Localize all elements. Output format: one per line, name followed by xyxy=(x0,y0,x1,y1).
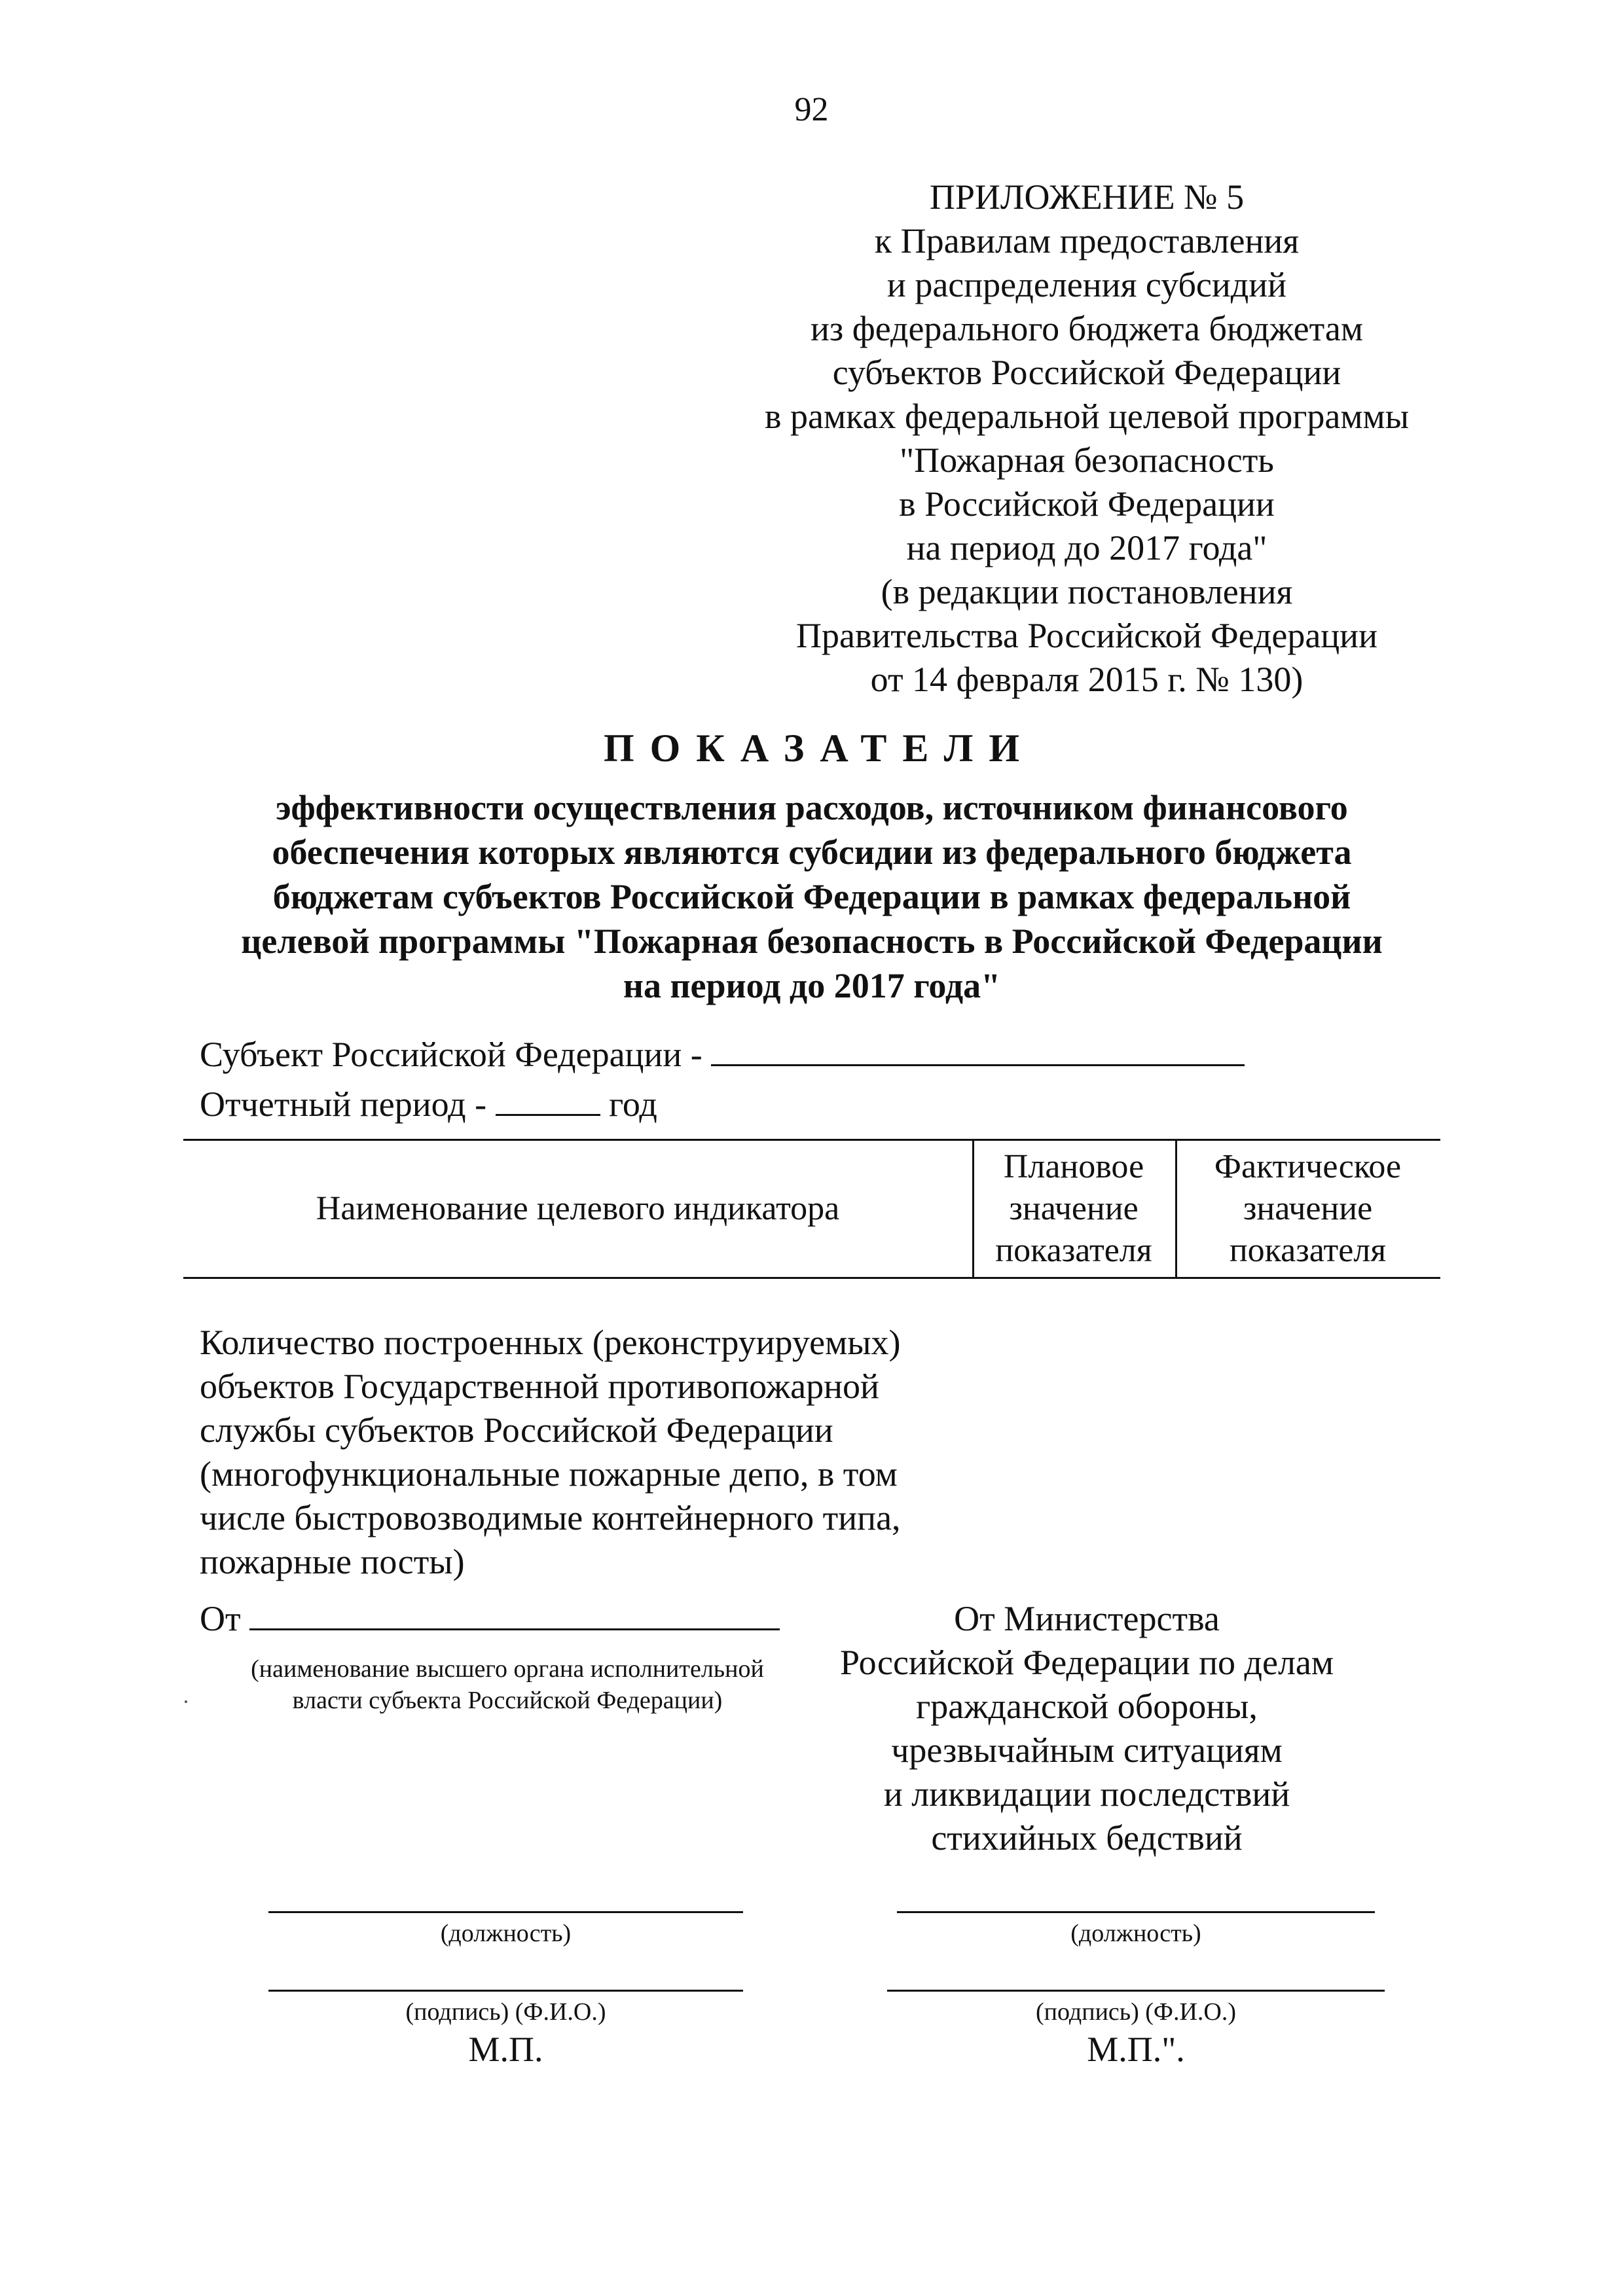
annex-line: от 14 февраля 2015 г. № 130) xyxy=(870,660,1304,699)
indicator-line: службы субъектов Российской Федерации xyxy=(200,1410,833,1450)
left-stamp: М.П. xyxy=(468,2030,543,2069)
annex-line: субъектов Российской Федерации xyxy=(832,353,1341,392)
left-signature-block xyxy=(200,1597,780,1640)
subject-field xyxy=(200,1033,1245,1076)
ministry-line: стихийных бедствий xyxy=(931,1818,1243,1857)
authority-blank[interactable] xyxy=(249,1597,780,1630)
indicator-line: объектов Государственной противопожарной xyxy=(200,1367,879,1406)
document-subtitle xyxy=(131,785,1493,1008)
period-blank[interactable] xyxy=(496,1083,600,1116)
left-signature-caption: (подпись) (Ф.И.О.) xyxy=(405,1998,606,2026)
indicator-line: Количество построенных (реконструируемых) xyxy=(200,1323,901,1362)
indicator-row xyxy=(200,1321,901,1584)
right-position-line[interactable] xyxy=(897,1911,1375,1913)
left-signature-line[interactable] xyxy=(268,1990,743,1992)
table-header-fact: Фактическое значение показателя xyxy=(1214,1148,1402,1269)
from-label: От xyxy=(200,1599,241,1638)
indicator-line: (многофункциональные пожарные депо, в том xyxy=(200,1454,898,1494)
annex-header xyxy=(681,175,1493,702)
subtitle-line: эффективности осуществления расходов, источником финансового xyxy=(276,788,1348,827)
subtitle-line: бюджетам субъектов Российской Федерации в рамках федеральной xyxy=(272,877,1351,916)
authority-caption: (наименование высшего органа исполнительной власти субъекта Российской Федерации) xyxy=(251,1655,764,1714)
scan-dot xyxy=(185,1700,187,1703)
period-suffix: год xyxy=(609,1085,657,1124)
left-position-line[interactable] xyxy=(268,1911,743,1913)
period-field xyxy=(200,1083,657,1126)
annex-line: на период до 2017 года" xyxy=(906,528,1267,567)
annex-line: в Российской Федерации xyxy=(899,484,1275,524)
subject-label: Субъект Российской Федерации - xyxy=(200,1035,702,1074)
annex-line: к Правилам предоставления xyxy=(874,221,1300,260)
annex-line: ПРИЛОЖЕНИЕ № 5 xyxy=(929,177,1245,217)
right-stamp: М.П.". xyxy=(1087,2030,1185,2069)
left-position-caption: (должность) xyxy=(440,1920,572,1947)
subtitle-line: обеспечения которых являются субсидии из федерального бюджета xyxy=(272,833,1352,872)
annex-line: (в редакции постановления xyxy=(881,572,1293,611)
page-number: 92 xyxy=(794,91,829,128)
subtitle-line: целевой программы "Пожарная безопасность в Российской Федерации xyxy=(241,922,1383,961)
right-signature-block xyxy=(825,1597,1349,1860)
ministry-line: гражданской обороны, xyxy=(916,1687,1258,1726)
annex-line: Правительства Российской Федерации xyxy=(796,616,1377,655)
right-signature-line[interactable] xyxy=(887,1990,1385,1992)
ministry-line: и ликвидации последствий xyxy=(883,1774,1290,1814)
ministry-line: От Министерства xyxy=(954,1599,1220,1638)
ministry-line: чрезвычайным ситуациям xyxy=(891,1731,1283,1770)
annex-line: "Пожарная безопасность xyxy=(900,440,1274,480)
right-signature-caption: (подпись) (Ф.И.О.) xyxy=(1036,1998,1236,2026)
subtitle-line: на период до 2017 года" xyxy=(623,966,1001,1005)
indicator-table xyxy=(183,1139,1440,1279)
annex-line: из федерального бюджета бюджетам xyxy=(811,309,1363,348)
indicator-line: числе быстровозводимые контейнерного типа, xyxy=(200,1498,901,1537)
subject-blank[interactable] xyxy=(711,1033,1245,1066)
table-header-name: Наименование целевого индикатора xyxy=(316,1190,840,1227)
annex-line: в рамках федеральной целевой программы xyxy=(765,397,1409,436)
ministry-line: Российской Федерации по делам xyxy=(839,1643,1334,1682)
annex-line: и распределения субсидий xyxy=(886,265,1287,304)
document-title: ПОКАЗАТЕЛИ xyxy=(603,726,1036,770)
period-label: Отчетный период - xyxy=(200,1085,487,1124)
right-position-caption: (должность) xyxy=(1070,1920,1201,1947)
indicator-line: пожарные посты) xyxy=(200,1542,465,1581)
table-header-plan: Плановое значение показателя xyxy=(995,1148,1152,1269)
